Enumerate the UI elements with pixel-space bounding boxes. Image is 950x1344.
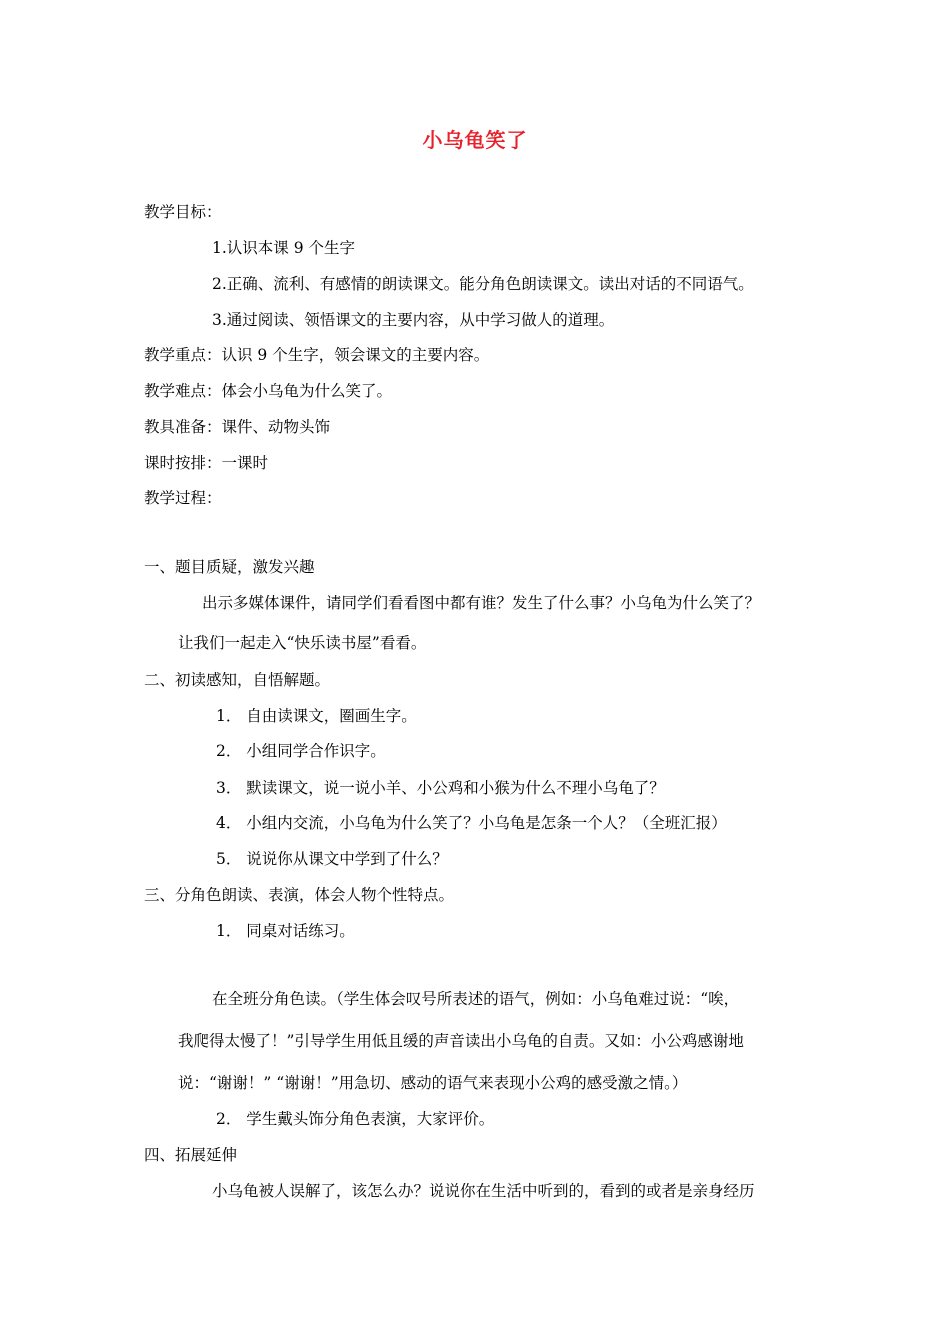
process-heading: 教学过程： bbox=[144, 489, 222, 507]
paragraph-line: 小乌龟被人误解了，该怎么办？说说你在生活中听到的，看到的或者是亲身经历 bbox=[212, 1182, 755, 1200]
objective-item: 2.正确、流利、有感情的朗读课文。能分角色朗读课文。读出对话的不同语气。 bbox=[212, 275, 754, 293]
paragraph-line: 说：“谢谢！” “谢谢！”用急切、感动的语气来表现小公鸡的感受激之情。） bbox=[178, 1074, 688, 1092]
schedule-line: 课时按排：一课时 bbox=[144, 454, 269, 472]
paragraph-line: 让我们一起走入“快乐读书屋”看看。 bbox=[178, 634, 427, 652]
list-item: 2． 小组同学合作识字。 bbox=[216, 742, 386, 760]
list-item: 1． 同桌对话练习。 bbox=[216, 922, 355, 940]
paragraph-line: 出示多媒体课件，请同学们看看图中都有谁？发生了什么事？小乌龟为什么笑了？ bbox=[202, 594, 761, 612]
objectives-heading: 教学目标： bbox=[144, 203, 222, 221]
paragraph-line: 我爬得太慢了！”引导学生用低且缓的声音读出小乌龟的自责。又如：小公鸡感谢地 bbox=[178, 1032, 744, 1050]
section-heading: 二、初读感知，自悟解题。 bbox=[144, 671, 331, 689]
list-item: 5． 说说你从课文中学到了什么？ bbox=[216, 850, 448, 868]
materials-line: 教具准备：课件、动物头饰 bbox=[144, 418, 331, 436]
section-heading: 四、拓展延伸 bbox=[144, 1146, 238, 1164]
objective-item: 1.认识本课 9 个生字 bbox=[212, 239, 356, 257]
key-point-line: 教学重点：认识 9 个生字，领会课文的主要内容。 bbox=[144, 346, 490, 364]
section-heading: 三、分角色朗读、表演，体会人物个性特点。 bbox=[144, 886, 455, 904]
list-item: 3． 默读课文，说一说小羊、小公鸡和小猴为什么不理小乌龟了？ bbox=[216, 779, 665, 797]
paragraph-line: 在全班分角色读。（学生体会叹号所表述的语气，例如：小乌龟难过说：“唉， bbox=[212, 990, 740, 1008]
list-item: 4． 小组内交流，小乌龟为什么笑了？小乌龟是怎条一个人？（全班汇报） bbox=[216, 814, 727, 832]
objective-item: 3.通过阅读、领悟课文的主要内容，从中学习做人的道理。 bbox=[212, 311, 615, 329]
section-heading: 一、题目质疑，激发兴趣 bbox=[144, 558, 315, 576]
page-title: 小乌龟笑了 bbox=[422, 128, 528, 152]
difficulty-line: 教学难点：体会小乌龟为什么笑了。 bbox=[144, 382, 393, 400]
list-item: 1． 自由读课文，圈画生字。 bbox=[216, 707, 417, 725]
list-item: 2． 学生戴头饰分角色表演，大家评价。 bbox=[216, 1110, 495, 1128]
